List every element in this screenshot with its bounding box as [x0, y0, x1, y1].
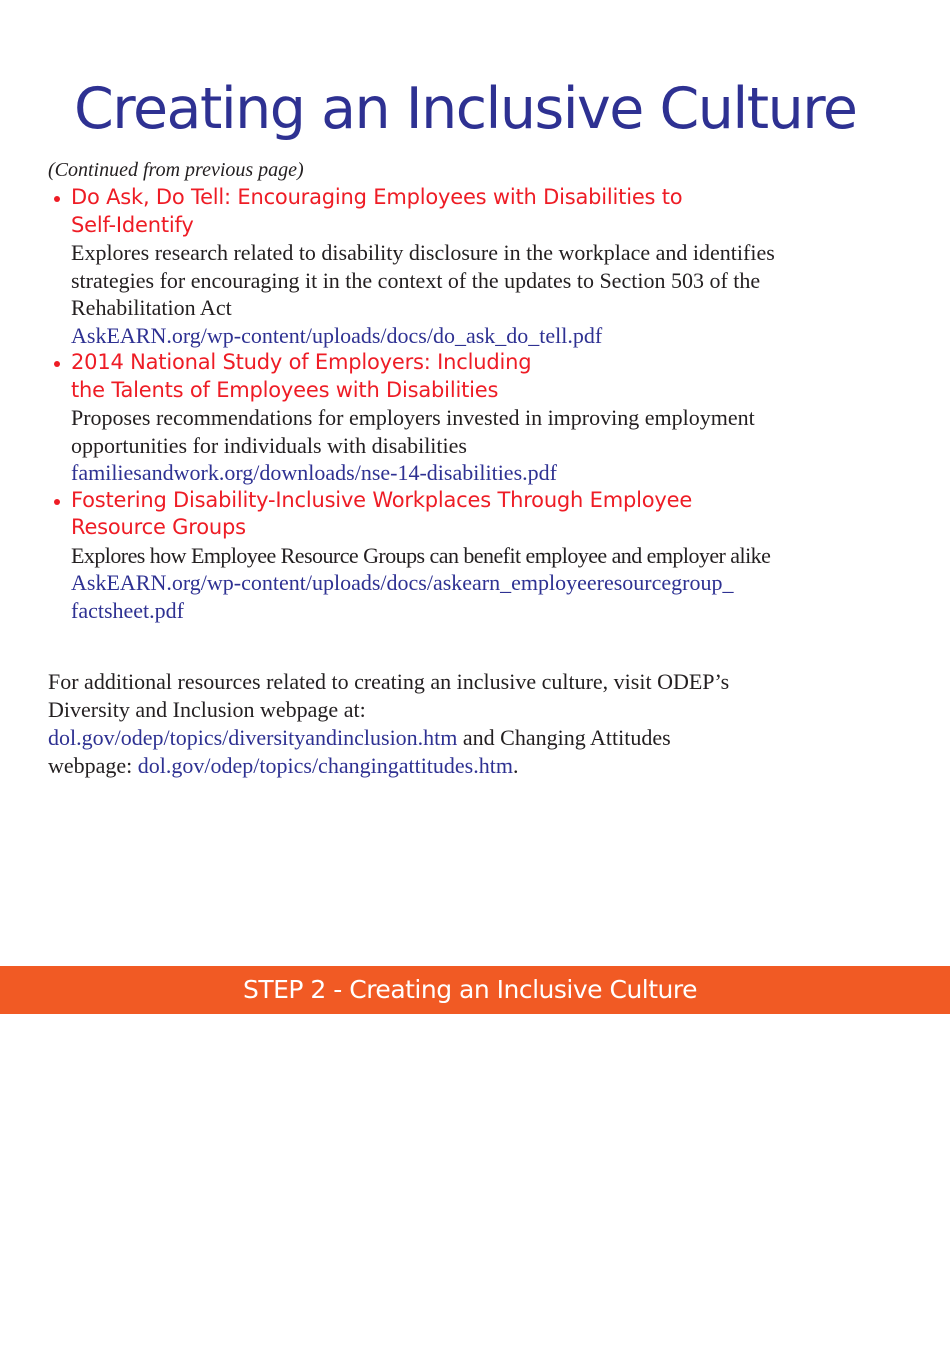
resource-description: Explores how Employee Resource Groups can benefit employee and employer alike	[71, 542, 771, 568]
resource-title: 2014 National Study of Employers: Including the Talents of Employees with Disabilities	[71, 350, 532, 402]
resource-item	[48, 487, 908, 625]
bullet-icon	[54, 196, 60, 202]
diversity-inclusion-link[interactable]: dol.gov/odep/topics/diversityandinclusion.htm	[48, 725, 458, 750]
footer-band	[0, 966, 950, 1014]
additional-intro: For additional resources related to creating an inclusive culture, visit ODEP’s Diversity and Inclusion webpage at:	[48, 669, 730, 722]
changing-attitudes-link[interactable]: dol.gov/odep/topics/changingattitudes.htm	[137, 753, 513, 778]
resource-title: Do Ask, Do Tell: Encouraging Employees with Disabilities to Self-Identify	[71, 185, 683, 237]
resource-description: Proposes recommendations for employers invested in improving employment opportunities for individuals with disabilities	[71, 405, 755, 458]
resource-title: Fostering Disability-Inclusive Workplaces Through Employee Resource Groups	[71, 487, 693, 539]
resource-list	[48, 184, 908, 624]
resource-link[interactable]: AskEARN.org/wp-content/uploads/docs/do_ask_do_tell.pdf	[71, 322, 603, 348]
resource-item	[48, 184, 908, 349]
page-title: Creating an Inclusive Culture	[74, 76, 857, 142]
footer-label: STEP 2 - Creating an Inclusive Culture	[242, 975, 698, 1004]
bullet-icon	[54, 499, 60, 505]
additional-resources-paragraph	[48, 668, 748, 780]
resource-link[interactable]: AskEARN.org/wp-content/uploads/docs/askearn_employeeresourcegroup_ factsheet.pdf	[71, 570, 734, 623]
resource-link[interactable]: familiesandwork.org/downloads/nse-14-disabilities.pdf	[71, 460, 557, 485]
continued-note: (Continued from previous page)	[48, 159, 304, 181]
additional-end: .	[512, 753, 519, 778]
resource-item	[48, 349, 908, 487]
bullet-icon	[54, 361, 60, 367]
resource-description: Explores research related to disability disclosure in the workplace and identifies strategies for encouraging it in the context of the updates to Section 503 of the Rehabilitation Act	[71, 240, 775, 320]
additional-middle: and Changing Attitudes webpage:	[48, 725, 671, 778]
